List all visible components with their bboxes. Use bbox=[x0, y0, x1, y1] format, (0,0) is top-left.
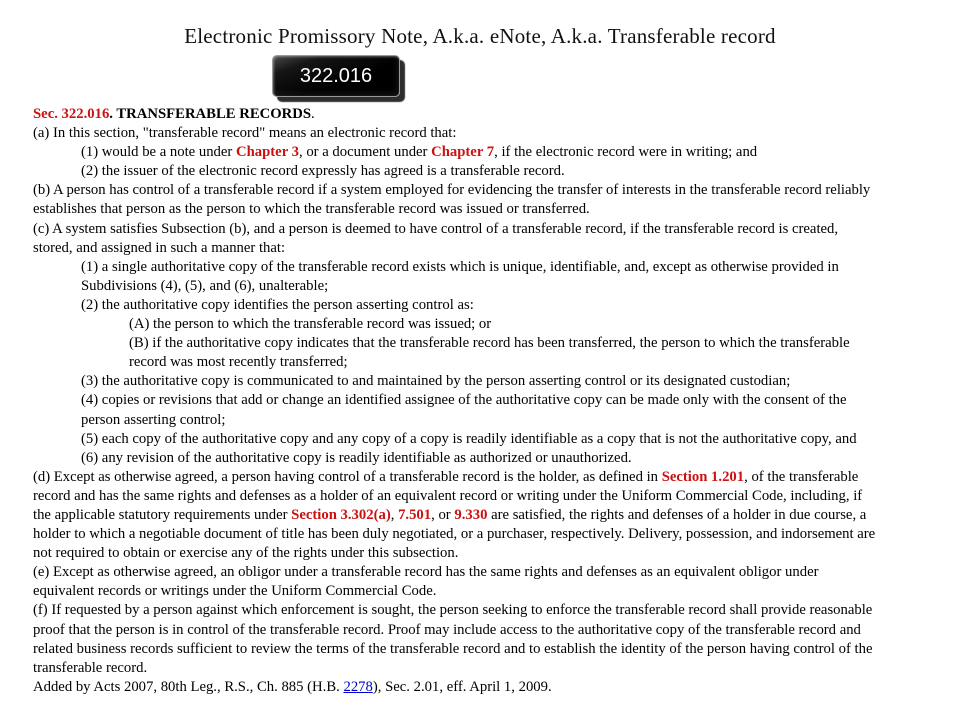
text-segment: (a) In this section, "transferable record" means an electronic record that: bbox=[33, 125, 457, 142]
doc-line bbox=[0, 411, 960, 430]
doc-line bbox=[0, 181, 960, 200]
doc-line bbox=[0, 200, 960, 219]
text-segment: related business records sufficient to review the terms of the transferable record and to establish the identity of the person having control of the bbox=[33, 640, 873, 657]
statute-reference: Sec. 322.016 bbox=[33, 106, 110, 122]
doc-line bbox=[0, 601, 960, 620]
doc-line bbox=[0, 582, 960, 601]
text-segment: not required to obtain or exercise any of the rights under this subsection. bbox=[33, 545, 459, 562]
statute-reference: Section 3.302(a) bbox=[291, 506, 391, 523]
text-segment: (2) the issuer of the electronic record expressly has agreed is a transferable record. bbox=[81, 163, 565, 180]
doc-line bbox=[0, 449, 960, 468]
text-segment: are satisfied, the rights and defenses of a holder in due course, a bbox=[487, 506, 867, 523]
text-segment: (1) would be a note under bbox=[81, 144, 236, 161]
text-segment: (3) the authoritative copy is communicated to and maintained by the person asserting control or its designated custodian; bbox=[81, 373, 791, 390]
doc-line bbox=[0, 124, 960, 143]
doc-line bbox=[0, 640, 960, 659]
doc-line bbox=[0, 105, 960, 124]
text-segment: (2) the authoritative copy identifies the person asserting control as: bbox=[81, 296, 474, 313]
text-segment: the applicable statutory requirements under bbox=[33, 506, 292, 523]
text-segment: (B) if the authoritative copy indicates that the transferable record has been transferred, the person to which the transferable bbox=[129, 335, 850, 352]
statute-reference: 7.501 bbox=[398, 506, 432, 523]
text-segment: proof that the person is in control of the transferable record. Proof may include access to the authoritative copy of the transferable record and bbox=[33, 621, 861, 638]
text-segment: (5) each copy of the authoritative copy and any copy of a copy is readily identifiable as a copy that is not the authoritative copy, and bbox=[81, 430, 857, 447]
doc-line bbox=[0, 334, 960, 353]
text-segment: (b) A person has control of a transferable record if a system employed for evidencing the transfer of interests in the transferable record reliably bbox=[33, 182, 871, 199]
doc-line bbox=[0, 258, 960, 277]
text-segment: , bbox=[390, 506, 399, 523]
text-segment: stored, and assigned in such a manner that: bbox=[33, 239, 286, 256]
doc-line bbox=[0, 563, 960, 582]
text-segment: person asserting control; bbox=[81, 411, 226, 428]
text-segment: , if the electronic record were in writing; and bbox=[494, 144, 758, 161]
text-segment: (d) Except as otherwise agreed, a person having control of a transferable record is the holder, as defined in bbox=[33, 468, 662, 485]
doc-line bbox=[0, 659, 960, 678]
statute-reference: Chapter 7 bbox=[431, 144, 495, 161]
house-bill-link[interactable]: 2278 bbox=[343, 678, 373, 695]
doc-line bbox=[0, 506, 960, 525]
doc-line bbox=[0, 296, 960, 315]
doc-line bbox=[0, 544, 960, 563]
statute-reference: Section 1.201 bbox=[661, 468, 745, 485]
text-segment: Subdivisions (4), (5), and (6), unalterable; bbox=[81, 277, 329, 294]
text-segment: , of the transferable bbox=[744, 468, 859, 485]
doc-line bbox=[0, 468, 960, 487]
text-segment: equivalent records or writings under the Uniform Commercial Code. bbox=[33, 583, 437, 600]
text-segment: holder to which a negotiable document of title has been duly negotiated, or a purchaser, respectively. Delivery, possession, and indorsement are bbox=[33, 526, 876, 543]
text-segment: (A) the person to which the transferable record was issued; or bbox=[129, 316, 492, 333]
statute-text-body bbox=[0, 105, 960, 697]
doc-line bbox=[0, 372, 960, 391]
section-number-button[interactable] bbox=[272, 55, 400, 97]
text-segment: (e) Except as otherwise agreed, an obligor under a transferable record has the same rights and defenses as an equivalent obligor under bbox=[33, 564, 819, 581]
text-segment: Added by Acts 2007, 80th Leg., R.S., Ch. 885 (H.B. bbox=[33, 678, 344, 695]
page-title: Electronic Promissory Note, A.k.a. eNote, A.k.a. Transferable record bbox=[184, 24, 776, 48]
text-segment: , or bbox=[431, 506, 455, 523]
text-segment: . bbox=[109, 106, 117, 122]
doc-line bbox=[0, 621, 960, 640]
section-number-label: 322.016 bbox=[299, 64, 373, 87]
doc-line bbox=[0, 315, 960, 334]
text-segment: (f) If requested by a person against which enforcement is sought, the person seeking to enforce the transferable record shall provide reasonable bbox=[33, 602, 873, 619]
text-segment: . bbox=[311, 106, 315, 122]
doc-line bbox=[0, 430, 960, 449]
text-segment: (6) any revision of the authoritative copy is readily identifiable as authorized or unauthorized. bbox=[81, 449, 632, 466]
text-segment: (4) copies or revisions that add or change an identified assignee of the authoritative copy can be made only with the consent of the bbox=[81, 392, 847, 409]
text-segment: ), Sec. 2.01, eff. April 1, 2009. bbox=[372, 678, 552, 695]
text-segment: record was most recently transferred; bbox=[129, 354, 348, 371]
statute-reference: Chapter 3 bbox=[236, 144, 299, 161]
doc-line bbox=[0, 353, 960, 372]
text-segment: transferable record. bbox=[33, 659, 148, 676]
doc-line bbox=[0, 220, 960, 239]
doc-line bbox=[0, 277, 960, 296]
statute-reference: 9.330 bbox=[454, 506, 488, 523]
text-segment: (c) A system satisfies Subsection (b), and a person is deemed to have control of a transferable record, if the transferable record is created, bbox=[33, 220, 839, 237]
doc-line bbox=[0, 162, 960, 181]
text-segment: record and has the same rights and defenses as a holder of an equivalent record or writing under the Uniform Commercial Code, including, if bbox=[33, 487, 863, 504]
doc-line bbox=[0, 525, 960, 544]
doc-line bbox=[0, 678, 960, 697]
doc-line bbox=[0, 143, 960, 162]
text-segment: , or a document under bbox=[298, 144, 432, 161]
doc-line bbox=[0, 487, 960, 506]
text-segment: establishes that person as the person to which the transferable record was issued or transferred. bbox=[33, 201, 590, 218]
doc-line bbox=[0, 239, 960, 258]
text-segment: (1) a single authoritative copy of the transferable record exists which is unique, identifiable, and, except as otherwise provided in bbox=[81, 258, 839, 275]
text-segment: TRANSFERABLE RECORDS bbox=[116, 106, 312, 122]
doc-line bbox=[0, 391, 960, 410]
